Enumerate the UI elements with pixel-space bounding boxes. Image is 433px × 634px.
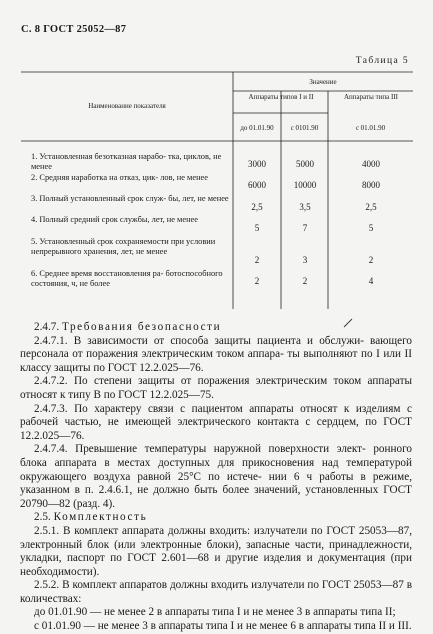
table-row-label: 6. Среднее время восстановления ра- ботоспособного состояния, ч, не более — [31, 269, 223, 289]
section-number: 2.4.7. — [34, 321, 60, 333]
table-cell: 10000 — [293, 180, 317, 190]
subheader-type-3: Аппараты типа III — [344, 93, 398, 101]
table-cell: 5 — [254, 223, 260, 233]
table-caption: Таблица 5 — [355, 56, 409, 66]
table-cell: 2 — [254, 276, 260, 286]
paragraph-2-5-2: 2.5.2. В комплект аппаратов должны входить излучатели по ГОСТ 25053—87 в количествах: — [20, 579, 412, 605]
date-col-1: до 01.01.90 — [240, 124, 274, 132]
section-heading-2-5 — [20, 511, 412, 525]
col-group-header: Значение — [309, 78, 337, 86]
section-title: Требования безопасности — [61, 321, 222, 333]
section-heading-2-4-7 — [20, 321, 412, 335]
document-body — [20, 321, 412, 634]
date-col-3: с 01.01.90 — [355, 124, 386, 132]
table-cell: 2 — [254, 255, 260, 265]
table-row-label: 3. Полный установленный срок служ- бы, лет, не менее — [31, 194, 229, 203]
table-row-label: 2. Средняя наработка на отказ, цик- лов, не менее — [31, 173, 208, 182]
table-cell: 8000 — [362, 180, 380, 190]
table-row-label: 1. Установленная безотказная нарабо- тка, циклов, не менее — [31, 152, 222, 172]
table-5 — [21, 71, 413, 309]
table-cell: 2,5 — [365, 202, 377, 212]
paragraph-2-4-7-3: 2.4.7.3. По характеру связи с пациентом аппараты относят к изделиям с рабочей частью, не имеющей электрического контакта с сердцем, по ГОСТ 12.2.025—76. — [20, 402, 412, 442]
paragraph-2-4-7-1: 2.4.7.1. В зависимости от способа защиты пациента и обслужи- вающего персонала от поражения электрическим током аппара- ты выполняют по I или II классу защиты по ГОСТ 12.2.025—76. — [20, 334, 412, 374]
table-cell: 3,5 — [299, 202, 311, 212]
section-title: Комплектность — [53, 511, 148, 524]
table-cell: 5000 — [296, 159, 314, 169]
table-row-label: 4. Полный средний срок службы, лет, не менее — [31, 215, 198, 224]
section-number: 2.5. — [34, 511, 51, 524]
table-cell: 7 — [302, 223, 308, 233]
date-col-2: с 0101.90 — [290, 124, 319, 132]
table-cell: 4 — [368, 276, 374, 286]
table-row-label: 5. Установленный срок сохраняемости при условии непрерывного хранения, лет, не менее — [31, 237, 216, 257]
paragraph-2-4-7-4: 2.4.7.4. Превышение температуры наружной поверхности элект- ронного блока аппарата в местах доступных для прикосновения над температурой окружающего воздуха равной 25°С по истече- нии 6 ч работы в режиме, указанном в п. 2.4.6.1, не должно быть более значений, установленных ГОСТ 20790—82 (разд. 4). — [20, 443, 412, 510]
table-cell: 5 — [368, 223, 374, 233]
table-cell: 2 — [302, 276, 308, 286]
table-cell: 6000 — [248, 180, 266, 190]
table-cell: 4000 — [362, 159, 380, 169]
indicator-header: Наименование показателя — [88, 102, 166, 110]
table-cell: 3 — [302, 255, 308, 265]
paragraph-2-4-7-2: 2.4.7.2. По степени защиты от поражения электрическим током аппараты относят к типу В по ГОСТ 12.2.025—75. — [20, 375, 412, 401]
paragraph-2-5-1: 2.5.1. В комплект аппарата должны входить: излучатели по ГОСТ 25053—87, электронный блок (или электронные блоки), запасные части, принадлежности, укладки, паспорт по ГОСТ 2.601—68 и другие изделия и документация (при необходимости). — [20, 524, 412, 578]
subheader-types-1-2: Аппараты типов I и II — [248, 93, 314, 101]
table-cell: 3000 — [248, 159, 266, 169]
table-cell: 2 — [368, 255, 374, 265]
table-cell: 2,5 — [251, 202, 263, 212]
paragraph-2-5-2-b: с 01.01.90 — не менее 3 в аппараты типа I и не менее 6 в аппараты типа II и III. — [34, 620, 412, 633]
paragraph-2-5-2-a: до 01.01.90 — не менее 2 в аппараты типа I и не менее 3 в аппараты типа II; — [34, 606, 396, 619]
page-header: С. 8 ГОСТ 25052—87 — [21, 24, 127, 35]
